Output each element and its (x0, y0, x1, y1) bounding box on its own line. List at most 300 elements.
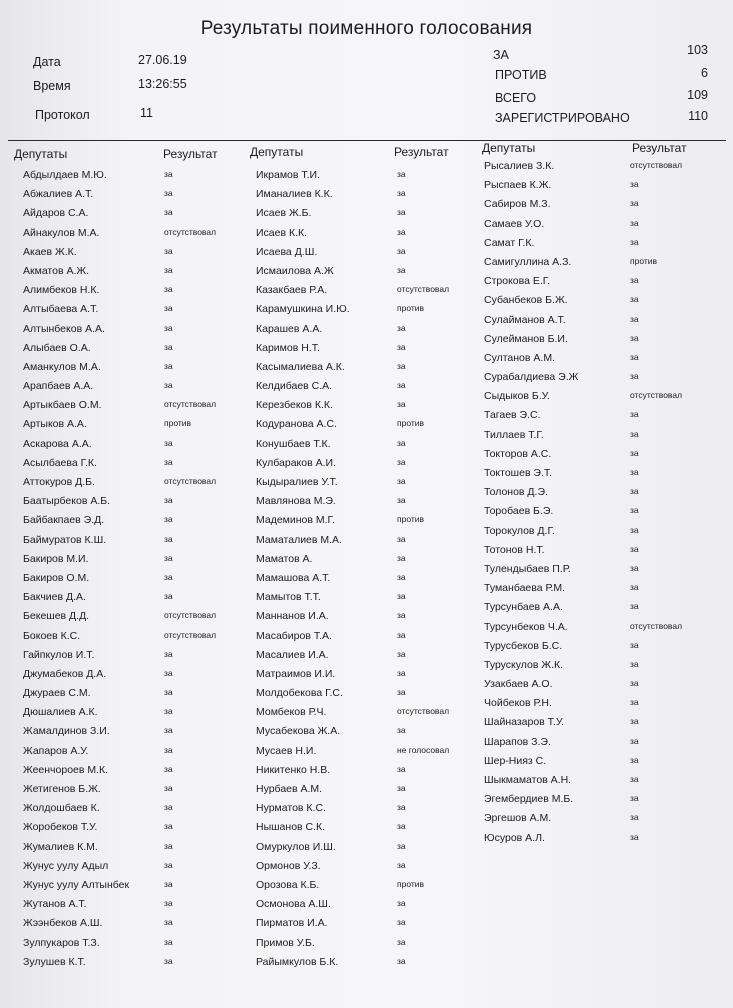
deputy-row (23, 608, 248, 627)
deputy-row (256, 858, 481, 877)
deputy-name: Шайназаров Т.У. (484, 716, 565, 729)
vote-result: за (630, 428, 639, 439)
vote-result: за (630, 754, 639, 765)
vote-result: за (630, 294, 639, 305)
vote-result: против (397, 303, 425, 314)
vote-result: за (164, 552, 173, 563)
vote-result: за (164, 667, 173, 678)
vote-result: за (397, 264, 406, 275)
deputy-name: Сурабалдиева Э.Ж (484, 371, 579, 384)
deputy-row (484, 331, 724, 350)
vote-result: отсутствовал (630, 620, 683, 631)
deputy-row (256, 839, 481, 858)
vote-result: против (164, 418, 192, 429)
deputy-name: Дюшалиев А.К. (23, 706, 98, 719)
deputy-row (484, 273, 724, 292)
vote-result: за (164, 859, 173, 870)
header-deputies: Депутаты (482, 141, 536, 155)
vote-result: за (164, 725, 173, 736)
deputy-row (256, 416, 481, 435)
deputy-row (484, 638, 724, 657)
vote-result: за (164, 341, 173, 352)
deputy-row (256, 666, 481, 685)
deputy-row (23, 762, 248, 781)
deputy-row (23, 647, 248, 666)
deputy-row (484, 714, 724, 733)
deputy-row (23, 282, 248, 301)
deputy-row (256, 378, 481, 397)
deputy-row (256, 474, 481, 493)
deputy-row (256, 436, 481, 455)
deputy-row (23, 551, 248, 570)
vote-result: за (164, 284, 173, 295)
deputy-name: Субанбеков Б.Ж. (484, 294, 568, 307)
vote-result: за (630, 562, 639, 573)
deputy-name: Асылбаева Г.К. (23, 456, 97, 469)
deputy-name: Тулендыбаев П.Р. (484, 562, 571, 575)
deputy-name: Эргешов А.М. (484, 812, 552, 825)
vote-result: за (630, 658, 639, 669)
deputy-name: Баймуратов К.Ш. (23, 533, 107, 546)
vote-result: за (397, 399, 406, 410)
vote-result: за (397, 245, 406, 256)
deputy-name: Рысалиев З.К. (484, 160, 555, 172)
deputy-row (484, 216, 724, 235)
vote-result: за (164, 169, 173, 179)
deputy-row (23, 301, 248, 320)
deputy-row (256, 301, 481, 320)
deputy-name: Мавлянова М.Э. (256, 495, 336, 508)
vote-result: за (397, 917, 406, 928)
vote-result: отсутствовал (397, 706, 450, 717)
vote-result: за (397, 687, 406, 698)
deputy-name: Матраимов И.И. (256, 667, 336, 680)
deputy-row (256, 608, 481, 627)
deputy-name: Узакбаев А.О. (484, 678, 553, 691)
vote-result: за (164, 783, 173, 793)
vote-result: за (164, 207, 173, 218)
vote-result: против (397, 878, 425, 889)
deputy-row (256, 723, 481, 742)
vote-result: за (630, 351, 639, 362)
deputy-name: Бакчиев Д.А. (23, 591, 86, 604)
deputy-name: Баатырбеков А.Б. (23, 495, 111, 508)
date-value: 27.06.19 (138, 53, 187, 67)
vsego-value: 109 (687, 88, 708, 102)
deputy-name: Исаев К.К. (256, 226, 308, 239)
deputy-row (23, 685, 248, 704)
vote-result: за (164, 591, 173, 602)
deputy-name: Чойбеков Р.Н. (484, 697, 552, 710)
vote-result: за (164, 687, 173, 698)
vote-result: за (164, 360, 173, 371)
deputy-row (484, 446, 724, 465)
vote-result: отсутствовал (630, 160, 683, 170)
deputy-row (256, 512, 481, 531)
deputy-row (23, 896, 248, 915)
protiv-value: 6 (701, 66, 708, 80)
vote-result: за (397, 533, 406, 544)
deputy-row (256, 896, 481, 915)
deputy-name: Орозова К.Б. (256, 878, 320, 891)
deputy-name: Кодуранова А.С. (256, 418, 337, 431)
deputy-name: Жунус уулу Адыл (23, 859, 109, 872)
deputy-row (484, 753, 724, 772)
vote-result: за (397, 341, 406, 352)
vote-result: отсутствовал (164, 629, 217, 640)
vsego-label: ВСЕГО (495, 91, 537, 105)
deputy-row (23, 666, 248, 685)
deputy-row (256, 685, 481, 704)
deputy-row (484, 676, 724, 695)
deputy-name: Айнакулов М.А. (23, 226, 100, 239)
registered-value: 110 (688, 109, 708, 123)
vote-result: за (397, 936, 406, 947)
vote-result: за (397, 322, 406, 333)
vote-result: за (630, 678, 639, 689)
deputy-row (23, 397, 248, 416)
vote-result: за (397, 360, 406, 371)
deputy-name: Артыкбаев О.М. (23, 399, 102, 412)
deputy-row (23, 877, 248, 896)
deputy-name: Примов У.Б. (256, 936, 315, 949)
deputy-name: Гайпкулов И.Т. (23, 648, 95, 661)
vote-result: за (630, 697, 639, 708)
vote-result: за (630, 332, 639, 343)
deputy-name: Исаев Ж.Б. (256, 207, 312, 220)
deputy-row (484, 734, 724, 753)
deputies-column-1 (23, 167, 248, 973)
vote-result: за (630, 217, 639, 228)
za-label: ЗА (493, 48, 509, 62)
deputy-name: Мамытов Т.Т. (256, 591, 321, 604)
vote-result: за (630, 601, 639, 612)
time-label: Время (33, 79, 71, 93)
deputy-name: Нурбаев А.М. (256, 783, 323, 795)
deputy-row (484, 427, 724, 446)
vote-result: за (164, 955, 173, 966)
header-result: Результат (632, 141, 687, 155)
deputy-name: Артыков А.А. (23, 418, 87, 431)
deputy-row (256, 493, 481, 512)
vote-result: за (164, 188, 173, 199)
deputy-name: Самаев У.О. (484, 217, 545, 230)
deputy-row (256, 282, 481, 301)
deputy-name: Сулейманов Б.И. (484, 332, 568, 345)
deputy-row (484, 695, 724, 714)
deputy-row (23, 474, 248, 493)
vote-result: за (397, 898, 406, 909)
vote-result: за (397, 591, 406, 602)
vote-result: за (630, 313, 639, 324)
deputy-row (23, 819, 248, 838)
vote-result: за (164, 514, 173, 525)
vote-result: за (397, 169, 406, 179)
deputy-row (256, 877, 481, 896)
deputy-name: Маматалиев М.А. (256, 533, 342, 546)
deputy-name: Каримов Н.Т. (256, 341, 320, 354)
deputy-row (484, 830, 724, 849)
deputy-row (23, 704, 248, 723)
deputy-name: Кыдыралиев У.Т. (256, 476, 338, 488)
deputy-name: Толонов Д.Э. (484, 486, 548, 499)
vote-result: за (164, 495, 173, 506)
deputy-row (484, 465, 724, 484)
deputy-row (23, 340, 248, 359)
deputy-name: Жеенчороев М.К. (23, 763, 109, 776)
deputy-row (256, 244, 481, 263)
deputy-row (484, 772, 724, 791)
deputy-row (484, 523, 724, 542)
deputy-name: Джумабеков Д.А. (23, 667, 107, 680)
deputy-row (256, 340, 481, 359)
deputy-row (484, 158, 724, 177)
deputy-row (484, 542, 724, 561)
header-result: Результат (163, 147, 218, 161)
deputies-column-3 (484, 158, 724, 849)
deputy-name: Бакиров М.И. (23, 552, 89, 565)
deputy-name: Жапаров А.У. (23, 744, 89, 757)
deputy-row (23, 205, 248, 224)
deputy-name: Казакбаев Р.А. (256, 284, 328, 297)
deputy-row (23, 743, 248, 762)
deputy-row (23, 186, 248, 205)
deputy-name: Касымалиева А.К. (256, 360, 345, 373)
deputy-name: Никитенко Н.В. (256, 763, 331, 776)
deputy-row (256, 570, 481, 589)
deputy-row (484, 619, 724, 638)
vote-result: за (397, 783, 406, 793)
deputy-row (23, 244, 248, 263)
deputy-row (484, 791, 724, 810)
deputy-name: Сабиров М.З. (484, 198, 551, 211)
deputy-row (484, 810, 724, 829)
vote-result: за (630, 582, 639, 593)
deputy-row (256, 743, 481, 762)
deputy-name: Акматов А.Ж. (23, 264, 89, 277)
vote-result: за (164, 245, 173, 256)
deputy-name: Осмонова А.Ш. (256, 898, 331, 911)
deputy-name: Молдобекова Г.С. (256, 687, 343, 700)
deputy-name: Зулушев К.Т. (23, 955, 86, 968)
header-divider (8, 140, 726, 141)
deputy-row (23, 915, 248, 934)
vote-result: за (397, 437, 406, 448)
deputy-name: Жумалиев К.М. (23, 840, 98, 853)
deputy-row (256, 781, 481, 800)
deputy-row (484, 369, 724, 388)
deputy-name: Омуркулов И.Ш. (256, 840, 336, 853)
deputy-row (484, 177, 724, 196)
deputy-name: Исаева Д.Ш. (256, 245, 318, 258)
deputy-row (256, 455, 481, 474)
deputy-name: Алтыбаева А.Т. (23, 303, 99, 316)
vote-result: за (164, 648, 173, 659)
deputy-row (23, 225, 248, 244)
deputy-name: Нышанов С.К. (256, 821, 326, 834)
deputy-name: Тиллаев Т.Г. (484, 428, 544, 441)
deputy-row (484, 407, 724, 426)
deputy-row (23, 378, 248, 397)
deputy-name: Сыдыков Б.У. (484, 390, 550, 403)
deputy-name: Турсунбаев А.А. (484, 601, 563, 614)
deputy-name: Жамалдинов З.И. (23, 725, 110, 738)
time-value: 13:26:55 (138, 77, 187, 91)
vote-result: за (397, 821, 406, 832)
deputy-name: Пирматов И.А. (256, 917, 328, 930)
vote-result: за (630, 447, 639, 458)
vote-result: за (630, 524, 639, 535)
deputy-name: Султанов А.М. (484, 351, 555, 364)
deputy-name: Мамашова А.Т. (256, 571, 331, 584)
vote-result: за (164, 840, 173, 851)
deputy-name: Акаев Ж.К. (23, 245, 77, 258)
deputy-row (23, 512, 248, 531)
vote-result: за (397, 763, 406, 774)
vote-result: за (397, 552, 406, 563)
deputy-row (256, 954, 481, 973)
deputy-name: Турусбеков Б.С. (484, 639, 563, 652)
deputy-name: Зулпукаров Т.З. (23, 936, 100, 949)
deputy-row (484, 350, 724, 369)
vote-result: за (630, 735, 639, 746)
deputy-name: Аттокуров Д.Б. (23, 476, 95, 488)
vote-result: за (630, 793, 639, 804)
header-deputies: Депутаты (14, 147, 68, 161)
vote-result: за (397, 840, 406, 851)
deputy-row (484, 388, 724, 407)
protocol-label: Протокол (35, 108, 90, 122)
vote-result: за (397, 802, 406, 813)
vote-result: за (164, 802, 173, 813)
vote-result: отсутствовал (164, 399, 217, 410)
deputy-name: Сулайманов А.Т. (484, 313, 566, 326)
deputy-row (484, 657, 724, 676)
deputy-name: Эгембердиев М.Б. (484, 793, 574, 806)
deputy-row (256, 800, 481, 819)
deputy-row (23, 263, 248, 282)
vote-result: за (164, 303, 173, 314)
deputy-name: Туманбаева Р.М. (484, 582, 566, 595)
deputy-row (23, 493, 248, 512)
deputy-row (23, 532, 248, 551)
deputy-name: Аскарова А.А. (23, 437, 92, 450)
deputy-row (256, 205, 481, 224)
registered-label: ЗАРЕГИСТРИРОВАНО (495, 111, 630, 125)
vote-result: за (397, 188, 406, 199)
deputy-name: Жунус уулу Алтынбек (23, 878, 130, 891)
deputy-name: Арапбаев А.А. (23, 380, 94, 393)
deputy-row (23, 359, 248, 378)
deputy-name: Алтынбеков А.А. (23, 322, 105, 335)
vote-result: за (630, 505, 639, 516)
deputy-name: Бекешев Д.Д. (23, 610, 90, 623)
deputy-row (23, 628, 248, 647)
vote-result: за (630, 812, 639, 823)
deputy-name: Ормонов У.З. (256, 859, 321, 872)
deputy-row (23, 954, 248, 973)
deputy-row (23, 589, 248, 608)
page-title: Результаты поименного голосования (200, 18, 533, 39)
vote-result: против (397, 418, 425, 429)
deputy-row (23, 935, 248, 954)
deputy-row (256, 397, 481, 416)
vote-result: за (164, 821, 173, 832)
vote-result: за (164, 437, 173, 448)
vote-result: за (397, 629, 406, 640)
deputy-name: Мусабекова Ж.А. (256, 725, 341, 738)
deputy-name: Шер-Нияз С. (484, 754, 547, 767)
deputy-name: Керезбеков К.К. (256, 399, 333, 412)
vote-result: за (630, 409, 639, 420)
vote-result: за (630, 179, 639, 190)
deputy-name: Токтошев Э.Т. (484, 467, 553, 479)
deputy-name: Юсуров А.Л. (484, 831, 545, 844)
deputy-name: Абжалиев А.Т. (23, 188, 94, 201)
deputy-row (484, 484, 724, 503)
deputy-row (256, 359, 481, 378)
deputy-name: Самигуллина А.З. (484, 255, 572, 268)
vote-result: за (397, 859, 406, 870)
deputy-row (484, 312, 724, 331)
vote-result: отсутствовал (397, 284, 450, 295)
deputy-name: Карашев А.А. (256, 322, 323, 335)
vote-result: против (397, 514, 425, 525)
vote-result: за (397, 725, 406, 736)
vote-result: отсутствовал (164, 610, 217, 621)
vote-result: за (397, 207, 406, 218)
deputy-row (256, 647, 481, 666)
deputy-name: Строкова Е.Г. (484, 275, 551, 288)
vote-result: за (164, 264, 173, 275)
vote-result: за (630, 486, 639, 497)
vote-result: за (164, 744, 173, 755)
vote-result: за (630, 639, 639, 650)
header-result: Результат (394, 145, 449, 159)
deputy-row (484, 561, 724, 580)
vote-result: отсутствовал (630, 390, 683, 401)
deputy-row (23, 321, 248, 340)
vote-result: за (630, 716, 639, 727)
vote-result: за (397, 495, 406, 506)
vote-result: за (630, 198, 639, 209)
vote-result: за (164, 571, 173, 582)
vote-result: за (397, 571, 406, 582)
vote-result: не голосовал (397, 744, 450, 755)
deputy-name: Айдаров С.А. (23, 207, 89, 220)
deputy-name: Масабиров Т.А. (256, 629, 332, 642)
deputy-name: Алимбеков Н.К. (23, 284, 100, 297)
deputies-column-2 (256, 167, 481, 973)
deputy-name: Маннанов И.А. (256, 610, 329, 623)
deputy-row (256, 225, 481, 244)
vote-result: за (630, 543, 639, 554)
deputy-row (23, 455, 248, 474)
deputy-row (256, 186, 481, 205)
vote-result: за (630, 236, 639, 247)
deputy-name: Рыспаев К.Ж. (484, 179, 552, 192)
deputy-row (23, 781, 248, 800)
vote-result: отсутствовал (164, 226, 217, 237)
header-deputies: Депутаты (250, 145, 304, 159)
deputy-name: Турсунбеков Ч.А. (484, 620, 568, 633)
deputy-name: Жээнбеков А.Ш. (23, 917, 103, 930)
deputy-name: Алыбаев О.А. (23, 341, 91, 354)
deputy-name: Байбакпаев Э.Д. (23, 514, 105, 527)
deputy-name: Бакиров О.М. (23, 571, 90, 584)
deputy-name: Торобаев Б.Э. (484, 505, 554, 518)
deputy-row (23, 167, 248, 186)
